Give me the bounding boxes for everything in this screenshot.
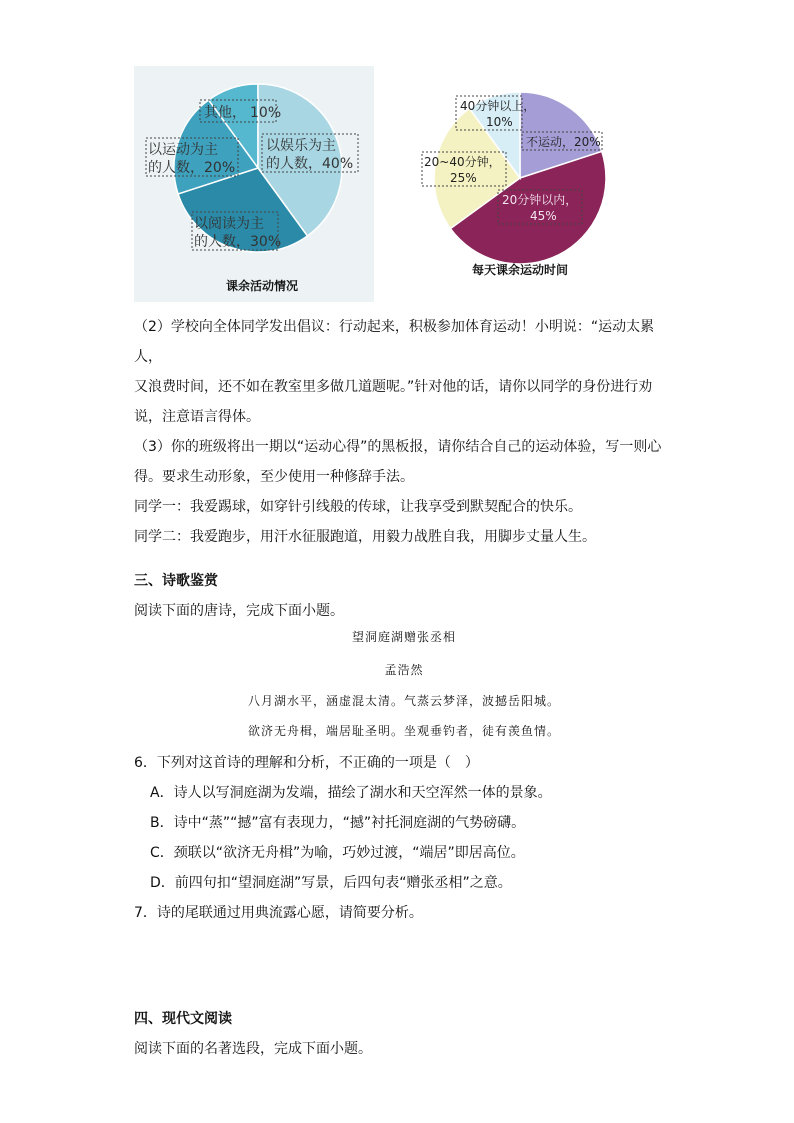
poem-line-1: 八月湖水平，涵虚混太清。气蒸云梦泽，波撼岳阳城。 [247, 694, 560, 708]
q6-stem: 6．下列对这首诗的理解和分析，不正确的一项是（ ） [134, 755, 479, 771]
q3-line-2: 得。要求生动形象，至少使用一种修辞手法。 [134, 469, 414, 485]
chart-title: 课余活动情况 [225, 279, 299, 293]
q2-line-2: 又浪费时间，还不如在教室里多做几道题呢。”针对他的话，请你以同学的身份进行劝 [134, 379, 653, 395]
slice-label-under20-1: 20分钟以内， [502, 193, 578, 207]
exercise-time-pie-chart [414, 84, 614, 284]
q3-line-1: （3）你的班级将出一期以“运动心得”的黑板报，请你结合自己的运动体验，写一则心 [134, 439, 662, 455]
slice-label-sport-1: 以运动为主 [148, 142, 218, 158]
chart-title: 每天课余运动时间 [471, 263, 569, 277]
slice-label-under20-2: 45% [530, 209, 557, 223]
slice-label-entertainment-2: 的人数，40% [266, 156, 354, 172]
section-4-heading: 四、现代文阅读 [134, 1011, 232, 1027]
q6-option-b: B．诗中“蒸”“撼”富有表现力，“撼”衬托洞庭湖的气势磅礴。 [150, 815, 526, 831]
slice-label-20to40-1: 20~40分钟， [424, 155, 501, 169]
section-4-intro: 阅读下面的名著选段，完成下面小题。 [134, 1041, 372, 1057]
slice-label-sport-2: 的人数，20% [148, 160, 236, 176]
slice-label-none: 不运动，20% [526, 135, 601, 149]
slice-label-entertainment-1: 以娱乐为主 [266, 138, 336, 154]
activity-pie-chart [134, 66, 374, 302]
q2-line-1: （2）学校向全体同学发出倡议：行动起来，积极参加体育运动！小明说：“运动太累人， [134, 319, 655, 365]
poem-title: 望洞庭湖赠张丞相 [351, 630, 456, 644]
slice-label-20to40-2: 25% [450, 171, 477, 185]
slice-label-reading-1: 以阅读为主 [194, 216, 264, 232]
slice-label-over40-1: 40分钟以上， [460, 99, 536, 113]
slice-label-over40-2: 10% [486, 115, 513, 129]
poem-author: 孟浩然 [384, 663, 424, 677]
q6-option-c: C．颈联以“欲济无舟楫”为喻，巧妙过渡，“端居”即居高位。 [150, 845, 525, 861]
q6-option-a: A．诗人以写洞庭湖为发端，描绘了湖水和天空浑然一体的景象。 [150, 785, 552, 801]
q3-line-3: 同学一：我爱踢球，如穿针引线般的传球，让我享受到默契配合的快乐。 [134, 499, 582, 515]
question-6-7-block [134, 748, 674, 928]
q2-line-3: 说，注意语言得体。 [134, 409, 260, 425]
section-3-intro: 阅读下面的唐诗，完成下面小题。 [134, 603, 344, 619]
question-2-3-block [134, 312, 674, 552]
section-4-header [134, 1004, 674, 1064]
q6-option-d: D．前四句扣“望洞庭湖”写景，后四句表“赠张丞相”之意。 [150, 875, 512, 891]
section-3-header [134, 566, 674, 626]
poem-line-2: 欲济无舟楫，端居耻圣明。坐观垂钓者，徒有羡鱼情。 [247, 724, 560, 738]
q3-line-4: 同学二：我爱跑步，用汗水征服跑道，用毅力战胜自我，用脚步丈量人生。 [134, 529, 596, 545]
slice-label-other: 其他， 10% [204, 105, 282, 121]
section-3-heading: 三、诗歌鉴赏 [134, 573, 218, 589]
slice-label-reading-2: 的人数，30% [194, 234, 282, 250]
q7-stem: 7．诗的尾联通过用典流露心愿，请简要分析。 [134, 905, 423, 921]
